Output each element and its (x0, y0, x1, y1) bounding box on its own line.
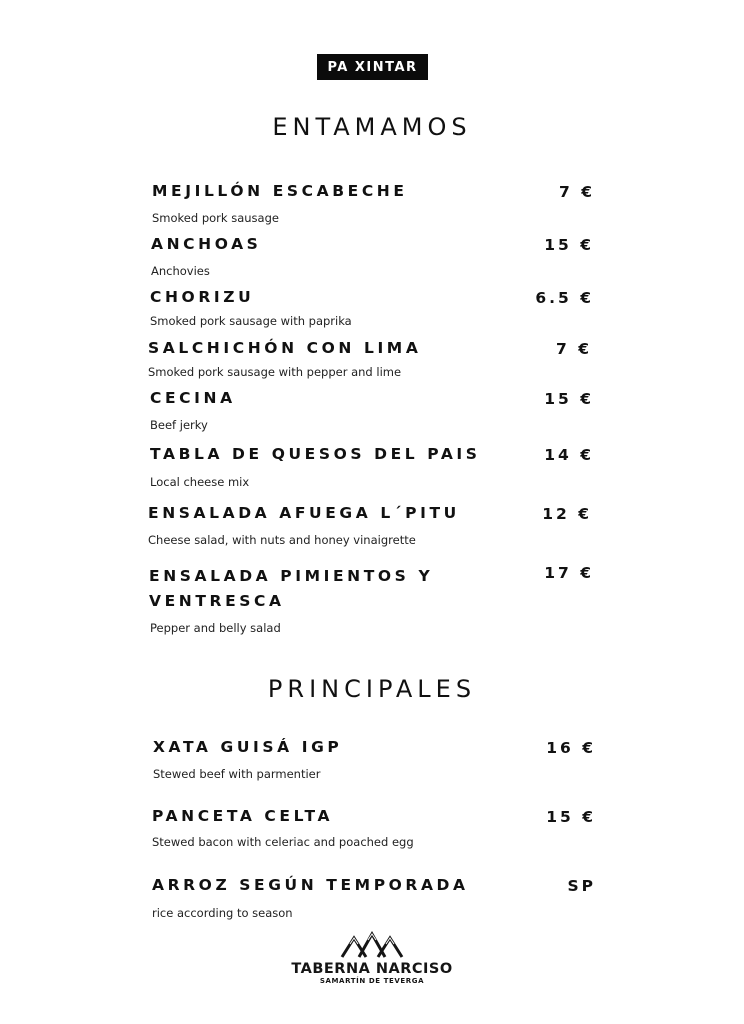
menu-item-price: 16 € (546, 739, 596, 757)
menu-item-name: ANCHOAS (151, 235, 262, 253)
menu-item-name: PANCETA CELTA (152, 807, 334, 825)
menu-item-name: CECINA (150, 389, 236, 407)
menu-item-desc: Stewed bacon with celeriac and poached egg (152, 835, 414, 849)
menu-item-price: 6.5 € (535, 289, 594, 307)
brand-logo (272, 928, 472, 998)
menu-item-name: ARROZ SEGÚN TEMPORADA (152, 876, 469, 894)
menu-item-price: 12 € (542, 505, 592, 523)
menu-item-name: ENSALADA PIMIENTOS Y VENTRESCA (149, 567, 434, 610)
menu-item-name: MEJILLÓN ESCABECHE (152, 182, 408, 200)
menu-item-price: 15 € (544, 390, 594, 408)
menu-item-price: 7 € (556, 340, 592, 358)
menu-item-desc: Beef jerky (150, 418, 208, 432)
section-title-principales: PRINCIPALES (267, 675, 477, 703)
menu-item-name: ENSALADA AFUEGA L´PITU (148, 504, 460, 522)
menu-item-price: 7 € (559, 183, 595, 201)
menu-badge: PA XINTAR (317, 54, 428, 80)
menu-item-desc: Anchovies (151, 264, 210, 278)
menu-item-price: 15 € (544, 236, 594, 254)
menu-item-price: 14 € (544, 446, 594, 464)
menu-item-name: TABLA DE QUESOS DEL PAIS (150, 445, 481, 463)
menu-item-desc: Local cheese mix (150, 475, 250, 489)
brand-name: TABERNA NARCISO (291, 961, 453, 977)
menu-item-price: SP (567, 877, 596, 895)
menu-item-desc: Smoked pork sausage with pepper and lime (148, 365, 402, 379)
mountains-icon (340, 928, 404, 958)
menu-item-price: 15 € (546, 808, 596, 826)
menu-item-name: SALCHICHÓN CON LIMA (148, 339, 422, 357)
menu-item-desc: Cheese salad, with nuts and honey vinaigrette (148, 533, 416, 547)
menu-item-desc: Stewed beef with parmentier (153, 767, 321, 781)
menu-item-desc: rice according to season (152, 906, 293, 920)
menu-item-desc: Smoked pork sausage (152, 211, 279, 225)
menu-item-price: 17 € (544, 564, 594, 582)
menu-item-name: CHORIZU (150, 288, 255, 306)
section-title-entamamos: ENTAMAMOS (272, 113, 472, 141)
brand-location: SAMARTÍN DE TEVERGA (319, 977, 425, 985)
menu-item-name: XATA GUISÁ IGP (153, 738, 343, 756)
menu-item-desc: Smoked pork sausage with paprika (150, 314, 352, 328)
menu-item-desc: Pepper and belly salad (150, 621, 281, 635)
